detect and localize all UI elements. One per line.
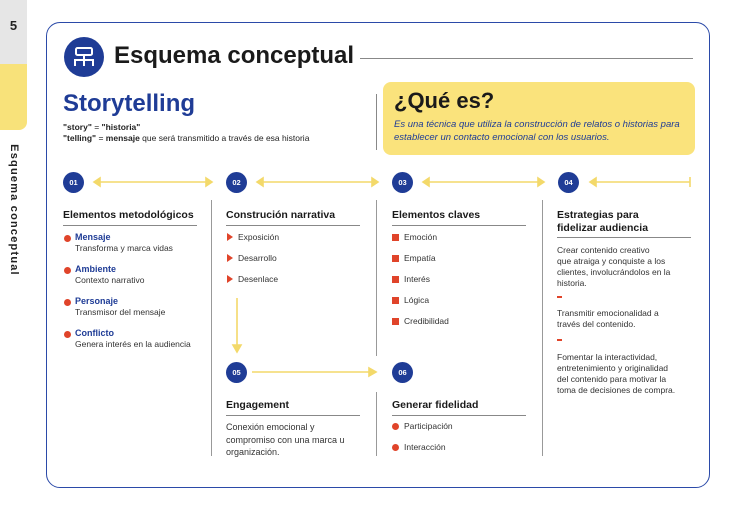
col4-p3-line: del contenido para motivar la <box>557 374 667 384</box>
col3-item: Interés <box>404 274 430 284</box>
col1-item-desc: Transmisor del mensaje <box>75 307 166 317</box>
fidelidad-item: Participación <box>404 421 453 431</box>
col4-p1-line: que atraiga y conquiste a los <box>557 256 666 266</box>
arrow-head-left-3 <box>423 178 429 186</box>
bullet-triangle <box>227 254 233 262</box>
column-separator-3 <box>542 200 543 456</box>
arrow-head-down <box>233 345 241 352</box>
col1-item-desc: Genera interés en la audiencia <box>75 339 191 349</box>
col4-p3-line: toma de decisiones de compra. <box>557 385 676 395</box>
step-06-badge: 06 <box>392 362 413 383</box>
bullet-square <box>392 276 399 283</box>
col1-item-title: Mensaje <box>75 232 111 242</box>
storytelling-title: Storytelling <box>63 90 196 117</box>
telling-term: "telling" <box>63 133 97 143</box>
bullet-dot <box>64 299 71 306</box>
column-separator-2b <box>376 392 377 456</box>
col3-underline <box>392 225 526 226</box>
step-02-badge: 02 <box>226 172 247 193</box>
col4-underline <box>557 237 691 238</box>
engagement-title: Engagement <box>226 399 290 411</box>
col2-item: Exposición <box>238 232 280 242</box>
step-05-badge: 05 <box>226 362 247 383</box>
arrow-head-left-2 <box>257 178 263 186</box>
engagement-line: organización. <box>226 447 280 457</box>
col4-p2-line: través del contenido. <box>557 319 636 329</box>
col2-item: Desarrollo <box>238 253 277 263</box>
bullet-square <box>392 318 399 325</box>
engagement-line: compromiso con una marca u <box>226 434 345 445</box>
column-separator-2 <box>376 200 377 356</box>
col3-item: Empatía <box>404 253 436 263</box>
col1-item-desc: Contexto narrativo <box>75 275 145 285</box>
col3-item: Emoción <box>404 232 438 242</box>
bullet-square <box>392 234 399 241</box>
col2-item: Desenlace <box>238 274 279 284</box>
arrow-head-left-1 <box>94 178 100 186</box>
que-es-title: ¿Qué es? <box>394 88 495 113</box>
arrow-head-left-4 <box>590 178 596 186</box>
col4-p1-line: clientes, involucrándolos en la <box>557 267 671 277</box>
bullet-dot <box>392 423 399 430</box>
col2-title: Construción narrativa <box>226 209 336 221</box>
step-03-badge: 03 <box>392 172 413 193</box>
col4-title-line2: fidelizar audiencia <box>557 221 649 234</box>
step-01-badge: 01 <box>63 172 84 193</box>
col1-underline <box>63 225 197 226</box>
page-number: 5 <box>9 18 18 33</box>
que-es-description: Es una técnica que utiliza la construcción de relatos o historias para establecer un contacto emocional con los usuarios. <box>394 119 680 143</box>
fidelidad-underline <box>392 415 526 416</box>
arrow-head-right-3 <box>538 178 544 186</box>
fidelidad-item: Interacción <box>404 442 446 452</box>
arrow-head-right-1 <box>206 178 212 186</box>
col4-p3-line: entretenimiento y originalidad <box>557 363 669 373</box>
bullet-dot <box>392 444 399 451</box>
story-eq: = <box>91 122 102 132</box>
col4-paragraph-3 <box>557 352 675 396</box>
telling-eq: = <box>96 133 106 143</box>
page-title: Esquema conceptual <box>114 42 355 69</box>
col3-item: Credibilidad <box>404 316 449 326</box>
story-term: "story" <box>63 122 92 132</box>
bullet-square <box>392 255 399 262</box>
column-separator-1 <box>211 200 212 456</box>
col3-item: Lógica <box>404 295 430 305</box>
side-section-label: Esquema conceptual <box>8 144 20 276</box>
telling-meaning: mensaje <box>105 133 140 143</box>
arrow-head-right-5 <box>369 368 376 376</box>
bullet-dot <box>64 235 71 242</box>
bullet-square <box>392 297 399 304</box>
col4-p2-line: Transmitir emocionalidad a <box>557 308 659 318</box>
col1-item-title: Personaje <box>75 296 119 306</box>
arrow-head-right-2 <box>372 178 378 186</box>
col4-p1-line: Crear contenido creativo <box>557 245 650 255</box>
engagement-underline <box>226 415 360 416</box>
bullet-triangle <box>227 275 233 283</box>
bullet-triangle <box>227 233 233 241</box>
col4-paragraph-1 <box>557 245 670 289</box>
col1-item-title: Ambiente <box>75 264 117 274</box>
bullet-dot <box>64 331 71 338</box>
engagement-description <box>226 421 345 459</box>
col4-title-line1: Estrategias para <box>557 209 639 221</box>
col1-item-title: Conflicto <box>75 328 114 338</box>
col4-p1-line: historia. <box>557 278 587 288</box>
col4-title <box>557 209 648 234</box>
engagement-line: Conexión emocional y <box>226 422 315 432</box>
col4-paragraph-2 <box>557 308 659 330</box>
story-meaning: "historia" <box>101 122 141 132</box>
bullet-dot <box>64 267 71 274</box>
col2-underline <box>226 225 360 226</box>
col3-title: Elementos claves <box>392 209 481 221</box>
col1-item-desc: Transforma y marca vidas <box>75 243 173 253</box>
col4-p3-line: Fomentar la interactividad, <box>557 352 658 362</box>
step-04-badge: 04 <box>558 172 579 193</box>
col1-title: Elementos metodológicos <box>63 209 194 221</box>
dash-separator <box>557 339 562 341</box>
telling-rest: que será transmitido a través de esa historia <box>139 133 310 143</box>
fidelidad-title: Generar fidelidad <box>392 399 479 411</box>
dash-separator <box>557 296 562 298</box>
